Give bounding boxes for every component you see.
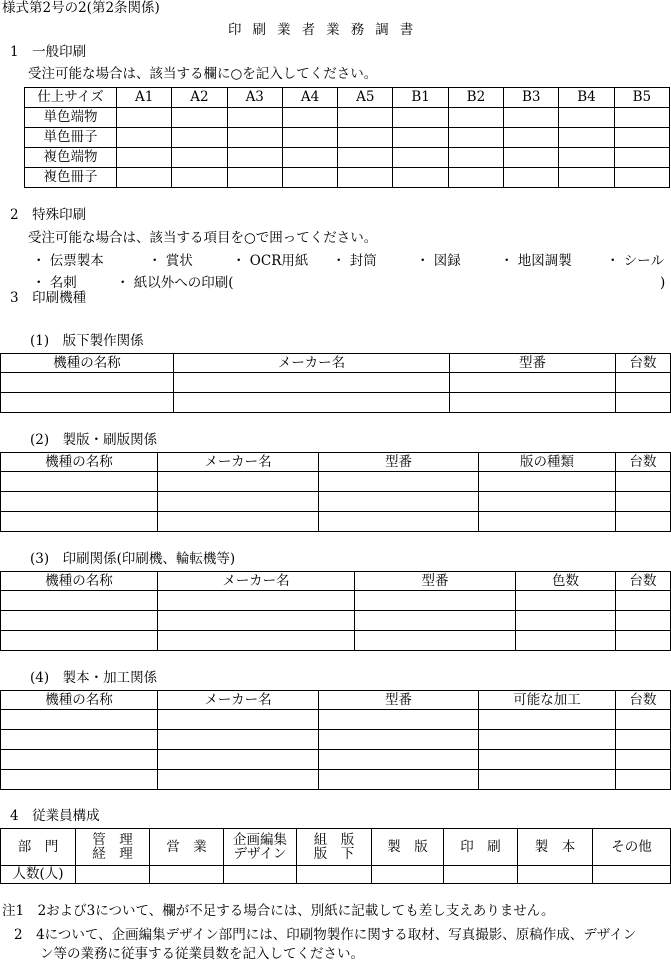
row-label: 単色端物 xyxy=(25,108,117,128)
input-cell[interactable] xyxy=(224,866,297,884)
input-cell[interactable] xyxy=(616,472,671,492)
input-cell[interactable] xyxy=(479,492,616,512)
input-cell[interactable] xyxy=(319,750,479,770)
input-cell[interactable] xyxy=(448,148,503,168)
input-cell[interactable] xyxy=(158,770,319,790)
input-cell[interactable] xyxy=(1,750,158,770)
option-map[interactable]: ・ 地図調製 xyxy=(500,253,572,269)
note-2-cont: ン等の業務に従事する従業員数を記入してください。 xyxy=(40,946,364,962)
input-cell[interactable] xyxy=(117,168,172,188)
input-cell[interactable] xyxy=(117,128,172,148)
input-cell[interactable] xyxy=(158,750,319,770)
col-count: 台数 xyxy=(616,572,671,591)
input-cell[interactable] xyxy=(614,148,669,168)
col-maker: メーカー名 xyxy=(158,453,319,472)
col-department: 部 門 xyxy=(1,829,76,866)
input-cell[interactable] xyxy=(616,512,671,532)
input-cell[interactable] xyxy=(158,730,319,750)
option-sticker[interactable]: ・ シール xyxy=(606,253,665,269)
input-cell[interactable] xyxy=(479,512,616,532)
sub2-heading: (2) 製版・刷版関係 xyxy=(30,432,158,448)
binding-table xyxy=(0,690,671,790)
input-cell[interactable] xyxy=(338,128,393,148)
input-cell[interactable] xyxy=(559,148,614,168)
input-cell[interactable] xyxy=(559,168,614,188)
option-business-card[interactable]: ・ 名刺 xyxy=(32,275,77,291)
input-cell[interactable] xyxy=(319,770,479,790)
input-cell[interactable] xyxy=(76,866,150,884)
col-model-name: 機種の名称 xyxy=(1,354,174,373)
input-cell[interactable] xyxy=(448,108,503,128)
printing-table xyxy=(0,571,671,651)
input-cell[interactable] xyxy=(1,492,158,512)
header-a5: A5 xyxy=(338,88,393,108)
input-cell[interactable] xyxy=(282,168,337,188)
option-non-paper[interactable]: ・ 紙以外への印刷( xyxy=(116,275,234,291)
col-platemaking: 製 版 xyxy=(372,829,444,866)
input-cell[interactable] xyxy=(450,373,616,393)
form-number: 様式第2号の2(第2条関係) xyxy=(2,0,160,16)
input-cell[interactable] xyxy=(614,128,669,148)
input-cell[interactable] xyxy=(338,108,393,128)
input-cell[interactable] xyxy=(614,168,669,188)
input-cell[interactable] xyxy=(319,492,479,512)
col-planning-design: 企画編集 デザイン xyxy=(224,829,297,866)
input-cell[interactable] xyxy=(158,591,355,611)
platemaking-table xyxy=(0,452,671,532)
input-cell[interactable] xyxy=(479,750,616,770)
input-cell[interactable] xyxy=(479,472,616,492)
option-non-paper-close: ) xyxy=(660,275,666,291)
input-cell[interactable] xyxy=(227,148,282,168)
input-cell[interactable] xyxy=(1,393,174,413)
input-cell[interactable] xyxy=(297,866,372,884)
note-1: 注1 2および3について、欄が不足する場合には、別紙に記載しても差し支えありません。 xyxy=(2,903,555,919)
section3-heading: 3 印刷機種 xyxy=(10,290,87,306)
col-colors: 色数 xyxy=(516,572,616,591)
col-count: 台数 xyxy=(616,453,671,472)
input-cell[interactable] xyxy=(593,866,671,884)
input-cell[interactable] xyxy=(172,148,227,168)
input-cell[interactable] xyxy=(1,512,158,532)
col-typesetting: 組 版 版 下 xyxy=(297,829,372,866)
input-cell[interactable] xyxy=(172,128,227,148)
row-label: 単色冊子 xyxy=(25,128,117,148)
input-cell[interactable] xyxy=(172,168,227,188)
general-print-table xyxy=(24,87,670,188)
input-cell[interactable] xyxy=(516,611,616,631)
input-cell[interactable] xyxy=(158,512,319,532)
input-cell[interactable] xyxy=(393,108,448,128)
input-cell[interactable] xyxy=(479,770,616,790)
input-cell[interactable] xyxy=(174,393,450,413)
input-cell[interactable] xyxy=(444,866,518,884)
input-cell[interactable] xyxy=(616,770,671,790)
col-binding: 製 本 xyxy=(518,829,593,866)
col-sales: 営 業 xyxy=(150,829,224,866)
staff-table xyxy=(0,828,671,884)
col-model-name: 機種の名称 xyxy=(1,453,158,472)
header-b4: B4 xyxy=(559,88,614,108)
input-cell[interactable] xyxy=(479,730,616,750)
header-b1: B1 xyxy=(393,88,448,108)
header-a2: A2 xyxy=(172,88,227,108)
input-cell[interactable] xyxy=(559,108,614,128)
sub1-heading: (1) 版下製作関係 xyxy=(30,333,144,349)
input-cell[interactable] xyxy=(1,730,158,750)
input-cell[interactable] xyxy=(616,373,671,393)
input-cell[interactable] xyxy=(282,128,337,148)
section1-instruction: 受注可能な場合は、該当する欄に○を記入してください。 xyxy=(28,66,378,82)
option-envelope[interactable]: ・ 封筒 xyxy=(332,253,377,269)
input-cell[interactable] xyxy=(516,591,616,611)
input-cell[interactable] xyxy=(614,108,669,128)
input-cell[interactable] xyxy=(504,108,559,128)
input-cell[interactable] xyxy=(319,730,479,750)
header-a1: A1 xyxy=(117,88,172,108)
input-cell[interactable] xyxy=(504,148,559,168)
input-cell[interactable] xyxy=(172,108,227,128)
input-cell[interactable] xyxy=(559,128,614,148)
input-cell[interactable] xyxy=(158,472,319,492)
input-cell[interactable] xyxy=(393,148,448,168)
input-cell[interactable] xyxy=(319,710,479,730)
row-label: 複色冊子 xyxy=(25,168,117,188)
option-ocr-paper[interactable]: ・ OCR用紙 xyxy=(232,253,309,269)
col-model-name: 機種の名称 xyxy=(1,572,158,591)
col-other: その他 xyxy=(593,829,671,866)
col-printing: 印 刷 xyxy=(444,829,518,866)
col-count: 台数 xyxy=(616,691,671,710)
sub4-heading: (4) 製本・加工関係 xyxy=(30,670,158,686)
input-cell[interactable] xyxy=(1,373,174,393)
col-model-no: 型番 xyxy=(319,453,479,472)
prepress-table xyxy=(0,353,671,413)
input-cell[interactable] xyxy=(504,128,559,148)
col-model-no: 型番 xyxy=(319,691,479,710)
section4-heading: 4 従業員構成 xyxy=(10,808,100,824)
input-cell[interactable] xyxy=(616,730,671,750)
input-cell[interactable] xyxy=(338,168,393,188)
input-cell[interactable] xyxy=(372,866,444,884)
input-cell[interactable] xyxy=(393,128,448,148)
input-cell[interactable] xyxy=(1,770,158,790)
input-cell[interactable] xyxy=(338,148,393,168)
header-b3: B3 xyxy=(504,88,559,108)
input-cell[interactable] xyxy=(282,148,337,168)
input-cell[interactable] xyxy=(319,512,479,532)
col-processing: 可能な加工 xyxy=(479,691,616,710)
section2-instruction: 受注可能な場合は、該当する項目を○で囲ってください。 xyxy=(28,230,378,246)
input-cell[interactable] xyxy=(448,168,503,188)
header-a4: A4 xyxy=(282,88,337,108)
input-cell[interactable] xyxy=(355,591,516,611)
input-cell[interactable] xyxy=(319,472,479,492)
header-b2: B2 xyxy=(448,88,503,108)
input-cell[interactable] xyxy=(504,168,559,188)
header-b5: B5 xyxy=(614,88,669,108)
section1-heading: 1 一般印刷 xyxy=(10,44,87,60)
input-cell[interactable] xyxy=(227,108,282,128)
input-cell[interactable] xyxy=(516,631,616,651)
section2-heading: 2 特殊印刷 xyxy=(10,207,87,223)
input-cell[interactable] xyxy=(158,710,319,730)
col-maker: メーカー名 xyxy=(158,572,355,591)
col-model-name: 機種の名称 xyxy=(1,691,158,710)
col-plate-type: 版の種類 xyxy=(479,453,616,472)
option-certificate[interactable]: ・ 賞状 xyxy=(148,253,193,269)
header-a3: A3 xyxy=(227,88,282,108)
col-maker: メーカー名 xyxy=(158,691,319,710)
note-2: 2 4について、企画編集デザイン部門には、印刷物製作に関する取材、写真撮影、原稿作成、デザイン xyxy=(14,927,637,943)
input-cell[interactable] xyxy=(448,128,503,148)
input-cell[interactable] xyxy=(1,631,158,651)
input-cell[interactable] xyxy=(616,710,671,730)
col-model-no: 型番 xyxy=(355,572,516,591)
input-cell[interactable] xyxy=(1,611,158,631)
input-cell[interactable] xyxy=(174,373,450,393)
input-cell[interactable] xyxy=(479,710,616,730)
input-cell[interactable] xyxy=(616,492,671,512)
col-model-no: 型番 xyxy=(450,354,616,373)
input-cell[interactable] xyxy=(117,108,172,128)
input-cell[interactable] xyxy=(227,128,282,148)
row-headcount-label: 人数(人) xyxy=(1,866,76,884)
input-cell[interactable] xyxy=(158,611,355,631)
input-cell[interactable] xyxy=(355,631,516,651)
input-cell[interactable] xyxy=(616,750,671,770)
input-cell[interactable] xyxy=(150,866,224,884)
row-label: 複色端物 xyxy=(25,148,117,168)
page-title: 印 刷 業 者 業 務 調 書 xyxy=(228,22,417,38)
input-cell[interactable] xyxy=(1,472,158,492)
input-cell[interactable] xyxy=(616,393,671,413)
input-cell[interactable] xyxy=(117,148,172,168)
input-cell[interactable] xyxy=(1,591,158,611)
input-cell[interactable] xyxy=(616,611,671,631)
input-cell[interactable] xyxy=(393,168,448,188)
sub3-heading: (3) 印刷関係(印刷機、輪転機等) xyxy=(30,551,236,567)
input-cell[interactable] xyxy=(1,710,158,730)
input-cell[interactable] xyxy=(518,866,593,884)
input-cell[interactable] xyxy=(355,611,516,631)
input-cell[interactable] xyxy=(450,393,616,413)
input-cell[interactable] xyxy=(227,168,282,188)
option-catalog[interactable]: ・ 図録 xyxy=(416,253,461,269)
col-maker: メーカー名 xyxy=(174,354,450,373)
col-count: 台数 xyxy=(616,354,671,373)
col-admin-accounting: 管 理 経 理 xyxy=(76,829,150,866)
input-cell[interactable] xyxy=(616,591,671,611)
input-cell[interactable] xyxy=(158,631,355,651)
header-size: 仕上サイズ xyxy=(25,88,117,108)
input-cell[interactable] xyxy=(282,108,337,128)
option-slip-binding[interactable]: ・ 伝票製本 xyxy=(32,253,104,269)
input-cell[interactable] xyxy=(616,631,671,651)
input-cell[interactable] xyxy=(158,492,319,512)
